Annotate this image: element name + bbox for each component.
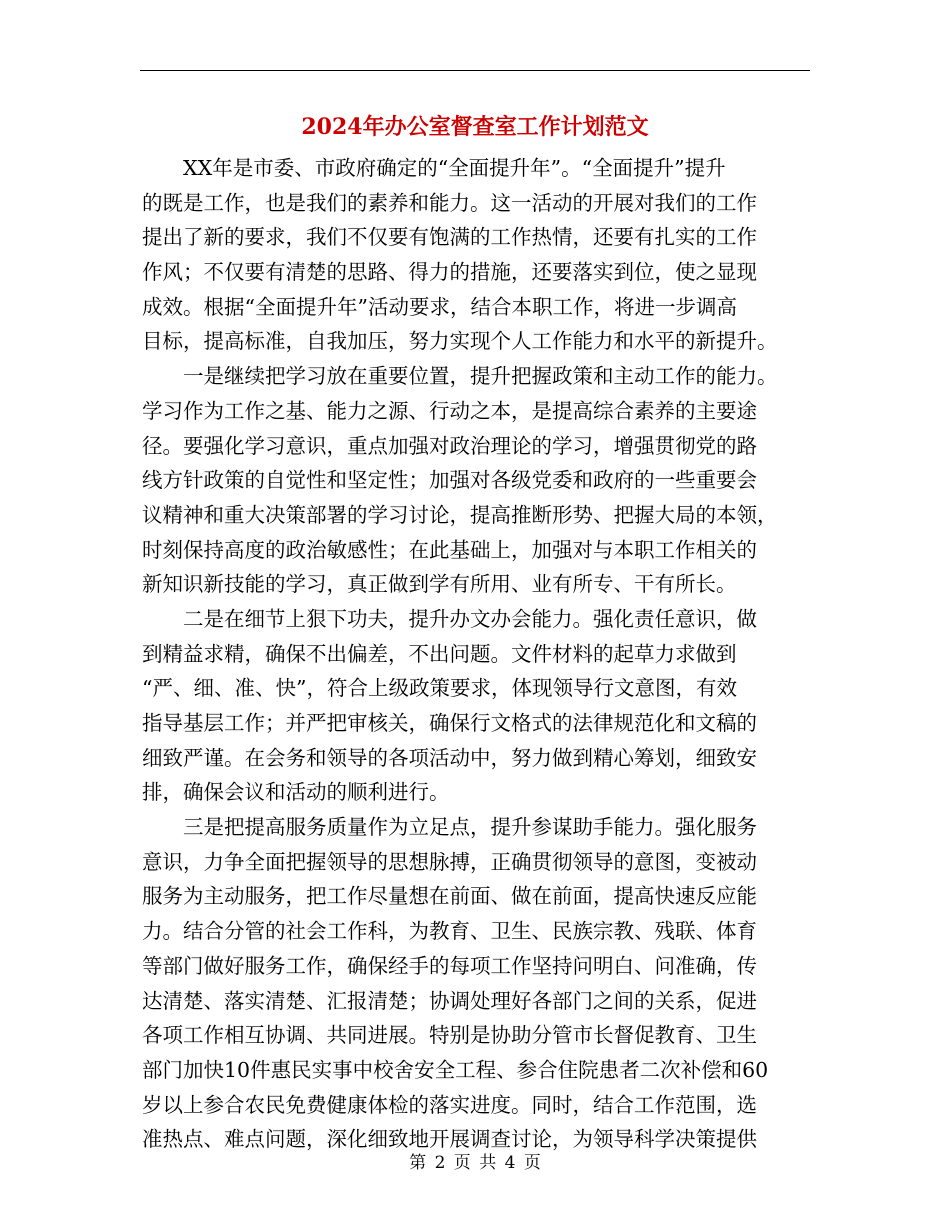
text-line: 线方针政策的自觉性和坚定性；加强对各级党委和政府的一些重要会 <box>142 468 757 493</box>
document-title: 2024年办公室督查室工作计划范文 <box>301 114 649 140</box>
text-line: 达清楚、落实清楚、汇报清楚；协调处理好各部门之间的关系，促进 <box>142 988 757 1013</box>
text-line: XX年是市委、市政府确定的“全面提升年”。“全面提升”提升 <box>183 156 726 180</box>
text-line: 提出了新的要求，我们不仅要有饱满的工作热情，还要有扎实的工作 <box>142 225 757 250</box>
text-line: 准热点、难点问题，深化细致地开展调查讨论，为领导科学决策提供 <box>142 1127 757 1152</box>
text-line: 到精益求精，确保不出偏差，不出问题。文件材料的起草力求做到 <box>142 641 737 666</box>
text-line: 岁以上参合农民免费健康体检的落实进度。同时，结合工作范围，选 <box>142 1092 757 1117</box>
text-line: 一是继续把学习放在重要位置，提升把握政策和主动工作的能力。 <box>183 364 778 389</box>
document-body <box>142 151 810 1157</box>
paragraph-point-three <box>142 810 810 1157</box>
text-line: 排，确保会议和活动的顺利进行。 <box>142 780 450 805</box>
text-line: 服务为主动服务，把工作尽量想在前面、做在前面，提高快速反应能 <box>142 884 757 909</box>
paragraph-point-one <box>142 359 810 602</box>
text-line: 意识，力争全面把握领导的思想脉搏，正确贯彻领导的意图，变被动 <box>142 849 757 874</box>
text-line: 作风；不仅要有清楚的思路、得力的措施，还要落实到位，使之显现 <box>142 260 757 285</box>
text-line: 时刻保持高度的政治敏感性；在此基础上，加强对与本职工作相关的 <box>142 537 757 562</box>
text-line: 指导基层工作；并严把审核关，确保行文格式的法律规范化和文稿的 <box>142 711 757 735</box>
text-line: 目标，提高标准，自我加压，努力实现个人工作能力和水平的新提升。 <box>142 329 778 354</box>
text-line: 等部门做好服务工作，确保经手的每项工作坚持问明白、问准确，传 <box>142 953 757 978</box>
text-line: 学习作为工作之基、能力之源、行动之本，是提高综合素养的主要途 <box>142 398 757 423</box>
text-line: 新知识新技能的学习，真正做到学有所用、业有所专、干有所长。 <box>142 572 737 597</box>
text-line: “严、细、准、快”，符合上级政策要求，体现领导行文意图，有效 <box>142 676 737 701</box>
text-line: 部门加快10件惠民实事中校舍安全工程、参合住院患者二次补偿和60 <box>142 1057 769 1082</box>
text-line: 二是在细节上狠下功夫，提升办文办会能力。强化责任意识，做 <box>183 606 757 631</box>
text-line: 径。要强化学习意识，重点加强对政治理论的学习，增强贯彻党的路 <box>142 433 757 458</box>
text-line: 力。结合分管的社会工作科，为教育、卫生、民族宗教、残联、体育 <box>142 919 757 944</box>
text-line: 的既是工作，也是我们的素养和能力。这一活动的开展对我们的工作 <box>142 190 757 215</box>
text-line: 议精神和重大决策部署的学习讨论，提高推断形势、把握大局的本领， <box>142 502 778 527</box>
header-rule <box>140 70 810 71</box>
paragraph-intro <box>142 151 810 359</box>
paragraph-point-two <box>142 602 810 810</box>
text-line: 三是把提高服务质量作为立足点，提升参谋助手能力。强化服务 <box>183 815 757 840</box>
text-line: 成效。根据“全面提升年”活动要求，结合本职工作，将进一步调高 <box>142 294 737 319</box>
page-number-footer: 第 2 页 共 4 页 <box>409 1153 541 1173</box>
text-line: 各项工作相互协调、共同进展。特别是协助分管市长督促教育、卫生 <box>142 1023 757 1048</box>
text-line: 细致严谨。在会务和领导的各项活动中，努力做到精心筹划，细致安 <box>142 745 757 770</box>
